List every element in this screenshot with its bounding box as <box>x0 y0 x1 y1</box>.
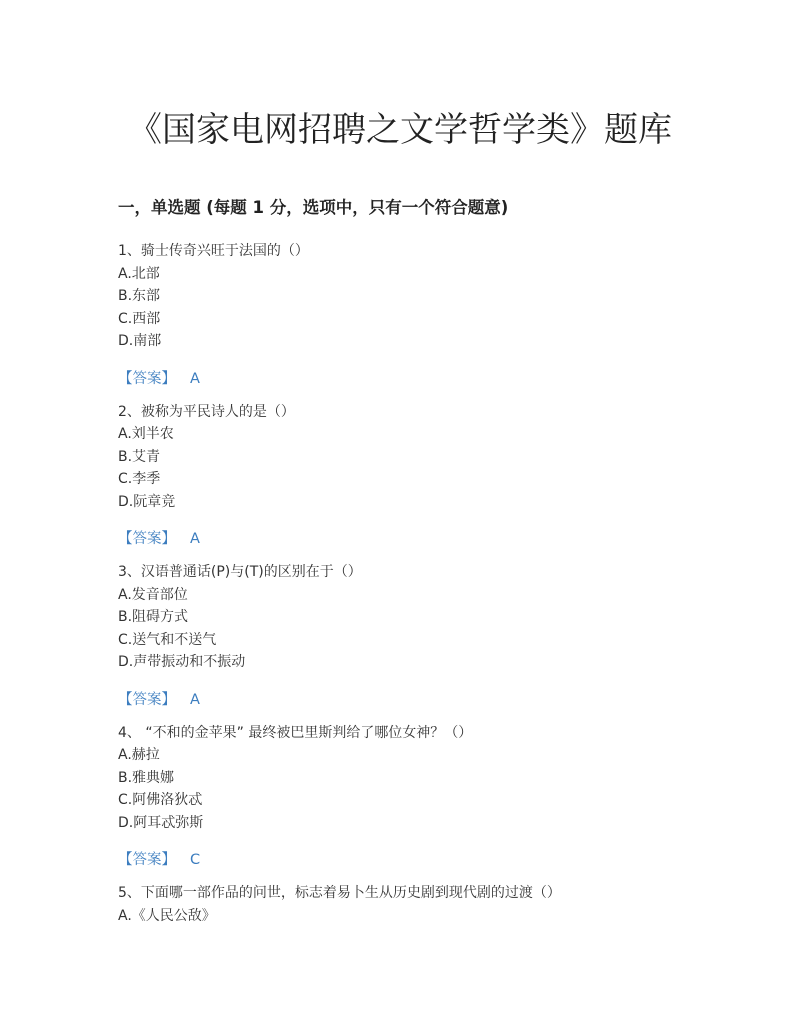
option-b: B.阻碍方式 <box>118 609 189 625</box>
answer-value: A <box>190 531 200 547</box>
answer-row <box>118 367 718 391</box>
question-stem: 2、被称为平民诗人的是（） <box>118 403 295 420</box>
question-stem: 1、骑士传奇兴旺于法国的（） <box>118 243 309 259</box>
question-item <box>118 722 718 873</box>
section-heading: 一，单选题 (每题 1 分，选项中，只有一个符合题意) <box>118 198 509 217</box>
answer-label: 【答案】 <box>118 531 176 547</box>
answer-label: 【答案】 <box>118 852 176 868</box>
option-d: D.声带振动和不振动 <box>118 654 246 670</box>
option-c: C.李季 <box>118 471 161 487</box>
option-d: D.南部 <box>118 333 162 349</box>
option-c: C.西部 <box>118 310 161 327</box>
option-c: C.送气和不送气 <box>118 631 217 648</box>
option-b: B.艾青 <box>118 448 161 465</box>
answer-row <box>118 688 718 712</box>
question-item <box>118 240 718 391</box>
option-list <box>118 263 718 353</box>
option-d: D.阿耳忒弥斯 <box>118 814 204 831</box>
option-list <box>118 905 718 928</box>
option-b: B.东部 <box>118 288 161 304</box>
option-list <box>118 584 718 674</box>
option-list <box>118 744 718 834</box>
answer-value: C <box>190 852 201 868</box>
option-b: B.雅典娜 <box>118 769 175 786</box>
document-title: 《国家电网招聘之文学哲学类》题库 <box>128 110 672 150</box>
answer-value: A <box>190 691 200 708</box>
answer-label: 【答案】 <box>118 691 176 708</box>
option-a: A.北部 <box>118 265 160 282</box>
option-list <box>118 423 718 513</box>
answer-value: A <box>190 370 200 387</box>
question-item <box>118 882 718 927</box>
answer-row <box>118 848 718 872</box>
option-a: A.赫拉 <box>118 747 160 763</box>
option-a: A.刘半农 <box>118 426 174 442</box>
answer-row <box>118 527 718 551</box>
option-c: C.阿佛洛狄忒 <box>118 792 203 808</box>
question-item <box>118 401 718 552</box>
option-a: A.《人民公敌》 <box>118 907 216 924</box>
option-d: D.阮章竞 <box>118 493 176 510</box>
question-stem: 3、汉语普通话(P)与(T)的区别在于（） <box>118 564 362 580</box>
option-a: A.发音部位 <box>118 586 188 603</box>
question-item <box>118 561 718 712</box>
question-stem: 5、下面哪一部作品的问世，标志着易卜生从历史剧到现代剧的过渡（） <box>118 885 561 901</box>
question-list <box>118 240 718 927</box>
answer-label: 【答案】 <box>118 370 176 387</box>
question-stem: 4、 “不和的金苹果” 最终被巴里斯判给了哪位女神？（） <box>118 724 473 741</box>
